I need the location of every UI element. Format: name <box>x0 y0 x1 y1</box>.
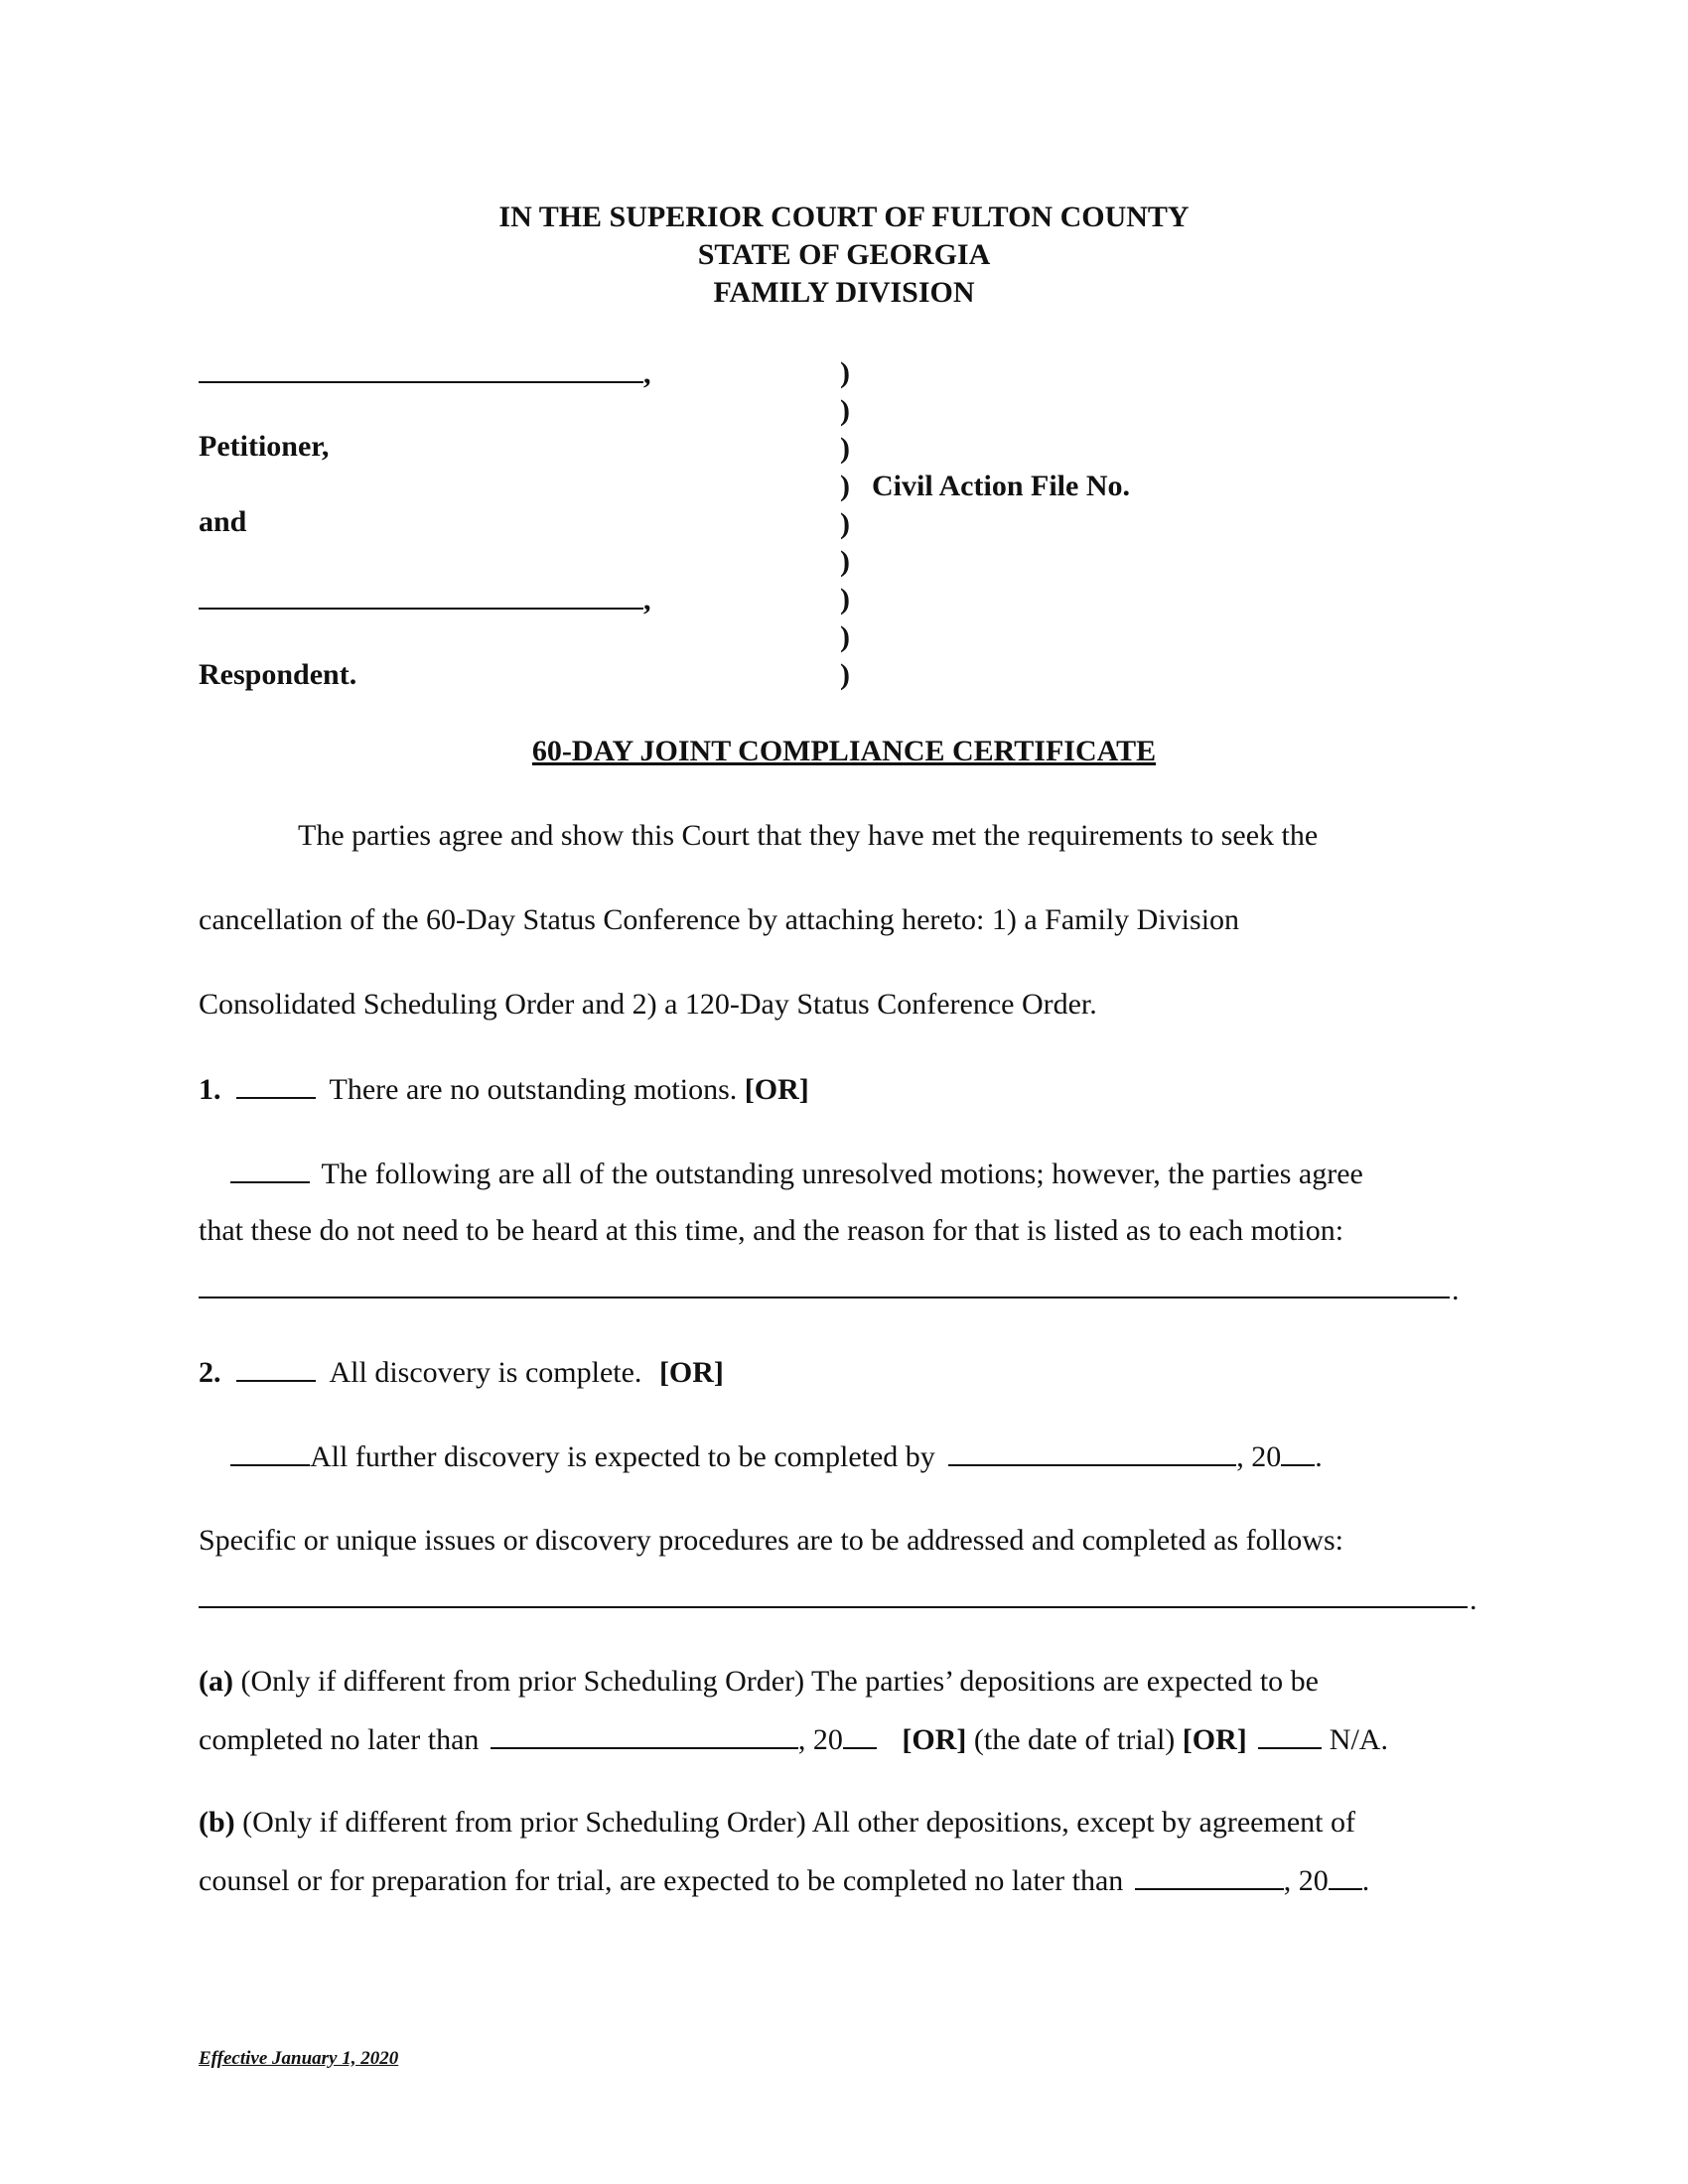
respondent-name-blank[interactable] <box>199 582 643 610</box>
document-title: 60-DAY JOINT COMPLIANCE CERTIFICATE <box>531 735 1157 767</box>
caption-paren: ) <box>840 658 850 691</box>
petitioner-name-blank[interactable] <box>199 355 643 383</box>
discovery-date-blank[interactable] <box>948 1438 1236 1466</box>
caption-paren: ) <box>840 583 850 615</box>
or-label: [OR] <box>658 1356 724 1389</box>
item1-option-a: 1. There are no outstanding motions. [OR] <box>199 1073 809 1106</box>
motions-entry-period: . <box>1452 1274 1460 1306</box>
other-depositions-year-blank[interactable] <box>1329 1862 1362 1890</box>
caption-paren: ) <box>840 470 850 502</box>
item-b-line1: (b) (Only if different from prior Scheduling Order) All other depositions, except by agreement of <box>199 1806 1355 1839</box>
court-heading-line3: FAMILY DIVISION <box>713 276 975 309</box>
na-blank[interactable] <box>1258 1721 1322 1749</box>
item1-option-a-blank[interactable] <box>236 1071 316 1099</box>
court-heading-line2: STATE OF GEORGIA <box>697 238 991 271</box>
or-label: [OR] <box>744 1073 809 1106</box>
item2-specific-line: Specific or unique issues or discovery procedures are to be addressed and completed as follows: <box>199 1524 1343 1557</box>
respondent-name-line[interactable]: , <box>199 582 651 618</box>
respondent-label: Respondent. <box>199 658 357 691</box>
item2-option-a-blank[interactable] <box>236 1354 316 1382</box>
item-b-label: (b) <box>199 1806 235 1839</box>
item2-option-b: All further discovery is expected to be completed by , 20 . <box>230 1438 1323 1475</box>
item2-number: 2. <box>199 1356 221 1389</box>
item1-option-b-blank[interactable] <box>230 1156 310 1183</box>
petitioner-label: Petitioner, <box>199 430 330 463</box>
effective-date-footer: Effective January 1, 2020 <box>199 2048 399 2069</box>
discovery-year-blank[interactable] <box>1281 1438 1315 1466</box>
civil-action-file-label: Civil Action File No. <box>872 470 1130 502</box>
item-a-label: (a) <box>199 1665 233 1698</box>
court-heading-line1: IN THE SUPERIOR COURT OF FULTON COUNTY <box>498 201 1190 233</box>
intro-line3: Consolidated Scheduling Order and 2) a 120-Day Status Conference Order. <box>199 988 1097 1021</box>
item2-option-b-blank[interactable] <box>230 1438 310 1466</box>
caption-paren: ) <box>840 394 850 427</box>
caption-paren: ) <box>840 545 850 578</box>
item-b-line2: counsel or for preparation for trial, are expected to be completed no later than , 20 . <box>199 1864 1370 1897</box>
and-label: and <box>199 505 247 538</box>
motions-entry-line[interactable] <box>199 1297 1450 1298</box>
intro-line1: The parties agree and show this Court that they have met the requirements to seek the <box>298 819 1319 852</box>
issues-entry-period: . <box>1470 1583 1477 1616</box>
caption-paren: ) <box>840 507 850 540</box>
caption-paren: ) <box>840 432 850 465</box>
item1-option-b-line2: that these do not need to be heard at this time, and the reason for that is listed as to each motion: <box>199 1214 1344 1247</box>
depositions-date-blank[interactable] <box>491 1721 798 1749</box>
item-a-line2: completed no later than , 20 [OR] (the date of trial) [OR] N/A. <box>199 1723 1388 1756</box>
depositions-year-blank[interactable] <box>843 1721 877 1749</box>
petitioner-name-line[interactable]: , <box>199 355 651 392</box>
caption-paren: ) <box>840 620 850 653</box>
item-a-line1: (a) (Only if different from prior Scheduling Order) The parties’ depositions are expected to be <box>199 1665 1319 1698</box>
item2-option-a: 2. All discovery is complete. [OR] <box>199 1356 724 1389</box>
item1-number: 1. <box>199 1073 221 1106</box>
caption-paren: ) <box>840 356 850 389</box>
intro-line2: cancellation of the 60-Day Status Conference by attaching hereto: 1) a Family Division <box>199 903 1240 936</box>
issues-entry-line[interactable] <box>199 1606 1468 1608</box>
item1-option-b: The following are all of the outstanding unresolved motions; however, the parties agree <box>230 1156 1363 1192</box>
other-depositions-date-blank[interactable] <box>1135 1862 1284 1890</box>
